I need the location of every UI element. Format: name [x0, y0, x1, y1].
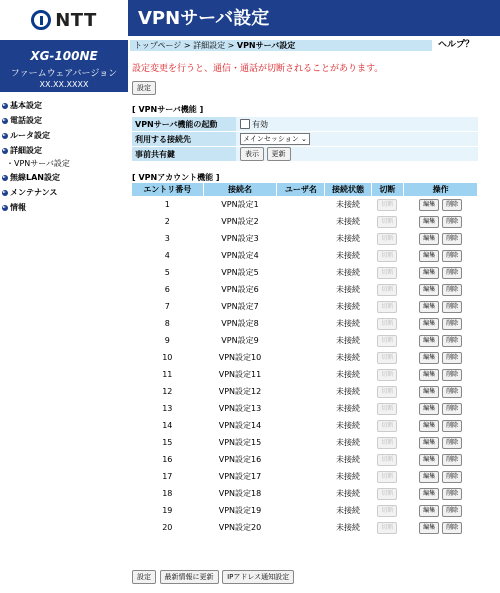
entry-number: 19: [132, 502, 204, 519]
connection-name: VPN設定12: [204, 383, 278, 400]
nav-arrow-icon: [2, 133, 8, 139]
nav-label: ルータ設定: [10, 131, 50, 140]
update-psk-button[interactable]: 更新: [267, 147, 291, 161]
entry-number: 15: [132, 434, 204, 451]
disconnect-cell: [372, 298, 405, 315]
actions-cell: [404, 315, 478, 332]
user-name: [277, 281, 325, 298]
col-header-actions: 操作: [404, 183, 478, 196]
disconnect-cell: [372, 315, 405, 332]
connection-select-value: メインセッション: [243, 135, 299, 143]
disconnect-button[interactable]: 切断: [377, 437, 397, 449]
connection-status: 未接続: [325, 281, 371, 298]
actions-cell: [404, 213, 478, 230]
ip-notify-button[interactable]: IPアドレス通知設定: [222, 570, 294, 584]
disconnect-button[interactable]: 切断: [377, 471, 397, 483]
logo-text: NTT: [55, 9, 97, 31]
connection-status: 未接続: [325, 315, 371, 332]
disconnect-cell: [372, 366, 405, 383]
nav-label: メンテナンス: [10, 188, 58, 197]
table-row: [132, 468, 478, 485]
entry-number: 17: [132, 468, 204, 485]
edit-button[interactable]: 編集: [419, 454, 439, 466]
user-name: [277, 264, 325, 281]
table-row: [132, 400, 478, 417]
disconnect-cell: [372, 468, 405, 485]
entry-number: 10: [132, 349, 204, 366]
table-row: [132, 434, 478, 451]
disconnect-cell: [372, 434, 405, 451]
delete-button[interactable]: 削除: [442, 403, 462, 415]
user-name: [277, 468, 325, 485]
connection-name: VPN設定20: [204, 519, 278, 536]
col-header-name: 接続名: [204, 183, 278, 196]
connection-status: 未接続: [325, 264, 371, 281]
edit-button[interactable]: 編集: [419, 318, 439, 330]
nav-item-phone[interactable]: [0, 113, 128, 128]
nav-arrow-icon: [2, 175, 8, 181]
user-name: [277, 417, 325, 434]
table-row: [132, 366, 478, 383]
page-title: VPNサーバ設定: [138, 8, 270, 29]
connection-name: VPN設定19: [204, 502, 278, 519]
actions-cell: [404, 349, 478, 366]
table-row: [132, 213, 478, 230]
edit-button[interactable]: 編集: [419, 233, 439, 245]
connection-status: 未接続: [325, 298, 371, 315]
breadcrumb: [130, 40, 432, 51]
table-row: [132, 451, 478, 468]
breadcrumb-current: VPNサーバ設定: [236, 41, 296, 50]
actions-cell: [404, 264, 478, 281]
vpn-account-table: [132, 183, 478, 536]
connection-name: VPN設定4: [204, 247, 278, 264]
actions-cell: [404, 400, 478, 417]
user-name: [277, 349, 325, 366]
connection-status: 未接続: [325, 400, 371, 417]
disconnect-button[interactable]: 切断: [377, 199, 397, 211]
nav-item-maintenance[interactable]: [0, 185, 128, 200]
table-row: [132, 281, 478, 298]
connection-name: VPN設定14: [204, 417, 278, 434]
disconnect-button[interactable]: 切断: [377, 403, 397, 415]
disconnect-cell: [372, 400, 405, 417]
col-header-entry: エントリ番号: [132, 183, 204, 196]
nav-subitem-vpn-server[interactable]: ・VPNサーバ設定: [6, 159, 70, 168]
table-row: [132, 230, 478, 247]
help-link[interactable]: ヘルプ？: [434, 40, 478, 51]
connection-status: 未接続: [325, 485, 371, 502]
disconnect-cell: [372, 332, 405, 349]
edit-button[interactable]: 編集: [419, 216, 439, 228]
nav-label: 情報: [10, 203, 26, 212]
firmware-version: XX.XX.XXXX: [39, 80, 89, 89]
entry-number: 1: [132, 196, 204, 213]
connection-status: 未接続: [325, 417, 371, 434]
edit-button[interactable]: 編集: [419, 352, 439, 364]
connection-name: VPN設定6: [204, 281, 278, 298]
disconnect-button[interactable]: 切断: [377, 522, 397, 534]
table-row: [132, 502, 478, 519]
connection-status: 未接続: [325, 434, 371, 451]
disconnect-button[interactable]: 切断: [377, 284, 397, 296]
connection-status: 未接続: [325, 349, 371, 366]
edit-button[interactable]: 編集: [419, 301, 439, 313]
delete-button[interactable]: 削除: [442, 301, 462, 313]
disconnect-cell: [372, 196, 405, 213]
connection-name: VPN設定13: [204, 400, 278, 417]
disconnect-button[interactable]: 切断: [377, 352, 397, 364]
vpn-function-table: [132, 117, 478, 162]
disconnect-button[interactable]: 切断: [377, 335, 397, 347]
ntt-logo: [0, 0, 128, 40]
page-header: [128, 0, 500, 36]
disconnect-cell: [372, 417, 405, 434]
delete-button[interactable]: 削除: [442, 454, 462, 466]
delete-button[interactable]: 削除: [442, 369, 462, 381]
breadcrumb-sep: >: [181, 41, 194, 50]
disconnect-cell: [372, 383, 405, 400]
connection-status: 未接続: [325, 502, 371, 519]
connection-status: 未接続: [325, 468, 371, 485]
model-info: [0, 40, 128, 92]
enable-label: VPNサーバ機能の起動: [132, 117, 236, 132]
refresh-button[interactable]: 最新情報に更新: [160, 570, 219, 584]
edit-button[interactable]: 編集: [419, 199, 439, 211]
nav-label: 電話設定: [10, 116, 42, 125]
actions-cell: [404, 502, 478, 519]
nav-item-info[interactable]: [0, 200, 128, 215]
actions-cell: [404, 196, 478, 213]
actions-cell: [404, 230, 478, 247]
table-row: [132, 247, 478, 264]
nav-item-wireless[interactable]: [0, 170, 128, 185]
user-name: [277, 502, 325, 519]
connection-select[interactable]: [240, 133, 310, 145]
disconnect-button[interactable]: 切断: [377, 505, 397, 517]
actions-cell: [404, 281, 478, 298]
nav-arrow-icon: [2, 103, 8, 109]
actions-cell: [404, 519, 478, 536]
actions-cell: [404, 247, 478, 264]
entry-number: 9: [132, 332, 204, 349]
user-name: [277, 434, 325, 451]
actions-cell: [404, 366, 478, 383]
psk-label: 事前共有鍵: [132, 147, 236, 162]
table-row: [132, 264, 478, 281]
entry-number: 2: [132, 213, 204, 230]
actions-cell: [404, 383, 478, 400]
entry-number: 4: [132, 247, 204, 264]
delete-button[interactable]: 削除: [442, 335, 462, 347]
nav-item-advanced[interactable]: [0, 143, 128, 158]
delete-button[interactable]: 削除: [442, 488, 462, 500]
nav-arrow-icon: [2, 118, 8, 124]
delete-button[interactable]: 削除: [442, 267, 462, 279]
disconnect-cell: [372, 519, 405, 536]
table-row: [132, 315, 478, 332]
enable-checkbox[interactable]: [240, 119, 250, 129]
delete-button[interactable]: 削除: [442, 437, 462, 449]
disconnect-button[interactable]: 切断: [377, 369, 397, 381]
actions-cell: [404, 298, 478, 315]
table-row: [132, 332, 478, 349]
chevron-down-icon: ⌄: [300, 135, 307, 143]
connection-status: 未接続: [325, 196, 371, 213]
connection-label: 利用する接続先: [132, 132, 236, 147]
actions-cell: [404, 332, 478, 349]
entry-number: 16: [132, 451, 204, 468]
col-header-status: 接続状態: [325, 183, 371, 196]
entry-number: 20: [132, 519, 204, 536]
connection-name: VPN設定9: [204, 332, 278, 349]
vpn-function-section-title: [ VPNサーバ機能 ]: [132, 105, 204, 114]
disconnect-cell: [372, 247, 405, 264]
entry-number: 12: [132, 383, 204, 400]
disconnect-button[interactable]: 切断: [377, 301, 397, 313]
edit-button[interactable]: 編集: [419, 488, 439, 500]
nav-arrow-icon: [2, 148, 8, 154]
edit-button[interactable]: 編集: [419, 437, 439, 449]
disconnect-button[interactable]: 切断: [377, 488, 397, 500]
table-row: [132, 485, 478, 502]
edit-button[interactable]: 編集: [419, 284, 439, 296]
firmware-label: ファームウェアバージョン: [10, 69, 118, 79]
breadcrumb-top[interactable]: トップページ: [134, 41, 182, 50]
disconnect-cell: [372, 485, 405, 502]
edit-button[interactable]: 編集: [419, 250, 439, 262]
disconnect-button[interactable]: 切断: [377, 386, 397, 398]
actions-cell: [404, 485, 478, 502]
ntt-logo-icon: [31, 10, 51, 30]
connection-status: 未接続: [325, 519, 371, 536]
entry-number: 3: [132, 230, 204, 247]
user-name: [277, 400, 325, 417]
connection-status: 未接続: [325, 451, 371, 468]
user-name: [277, 451, 325, 468]
user-name: [277, 298, 325, 315]
edit-button[interactable]: 編集: [419, 420, 439, 432]
connection-name: VPN設定10: [204, 349, 278, 366]
edit-button[interactable]: 編集: [419, 471, 439, 483]
disconnect-button[interactable]: 切断: [377, 233, 397, 245]
disconnect-cell: [372, 281, 405, 298]
breadcrumb-parent[interactable]: 詳細設定: [193, 41, 226, 50]
delete-button[interactable]: 削除: [442, 505, 462, 517]
user-name: [277, 332, 325, 349]
disconnect-cell: [372, 502, 405, 519]
entry-number: 14: [132, 417, 204, 434]
edit-button[interactable]: 編集: [419, 522, 439, 534]
set-button-bottom[interactable]: 設定: [132, 570, 156, 584]
disconnect-cell: [372, 213, 405, 230]
breadcrumb-sep: >: [225, 41, 237, 50]
nav-label: 基本設定: [10, 101, 42, 110]
actions-cell: [404, 434, 478, 451]
entry-number: 5: [132, 264, 204, 281]
user-name: [277, 485, 325, 502]
user-name: [277, 519, 325, 536]
nav-item-basic[interactable]: [0, 98, 128, 113]
user-name: [277, 213, 325, 230]
entry-number: 18: [132, 485, 204, 502]
delete-button[interactable]: 削除: [442, 352, 462, 364]
connection-name: VPN設定8: [204, 315, 278, 332]
sidebar: [0, 0, 128, 593]
disconnect-cell: [372, 264, 405, 281]
connection-status: 未接続: [325, 230, 371, 247]
model-name: XG-100NE: [30, 49, 98, 63]
user-name: [277, 230, 325, 247]
connection-name: VPN設定11: [204, 366, 278, 383]
connection-name: VPN設定16: [204, 451, 278, 468]
nav-label: 詳細設定: [10, 146, 42, 155]
delete-button[interactable]: 削除: [442, 522, 462, 534]
edit-button[interactable]: 編集: [419, 386, 439, 398]
disconnect-button[interactable]: 切断: [377, 420, 397, 432]
table-row: [132, 383, 478, 400]
edit-button[interactable]: 編集: [419, 267, 439, 279]
actions-cell: [404, 468, 478, 485]
connection-name: VPN設定2: [204, 213, 278, 230]
connection-name: VPN設定17: [204, 468, 278, 485]
edit-button[interactable]: 編集: [419, 369, 439, 381]
nav-item-router[interactable]: [0, 128, 128, 143]
table-row: [132, 298, 478, 315]
enable-checkbox-label: 有効: [252, 119, 268, 129]
disconnect-button[interactable]: 切断: [377, 250, 397, 262]
nav-arrow-icon: [2, 205, 8, 211]
edit-button[interactable]: 編集: [419, 505, 439, 517]
set-button-top[interactable]: 設定: [132, 81, 156, 95]
connection-status: 未接続: [325, 332, 371, 349]
delete-button[interactable]: 削除: [442, 318, 462, 330]
warning-text: 設定変更を行うと、通信・通話が切断されることがあります。: [132, 64, 384, 74]
show-psk-button[interactable]: 表示: [240, 147, 264, 161]
disconnect-cell: [372, 230, 405, 247]
user-name: [277, 196, 325, 213]
table-row: [132, 196, 478, 213]
table-row: [132, 349, 478, 366]
edit-button[interactable]: 編集: [419, 335, 439, 347]
side-nav: [0, 98, 128, 215]
col-header-disconnect: 切断: [372, 183, 405, 196]
delete-button[interactable]: 削除: [442, 216, 462, 228]
entry-number: 11: [132, 366, 204, 383]
actions-cell: [404, 451, 478, 468]
entry-number: 6: [132, 281, 204, 298]
connection-name: VPN設定7: [204, 298, 278, 315]
connection-status: 未接続: [325, 213, 371, 230]
connection-name: VPN設定15: [204, 434, 278, 451]
connection-status: 未接続: [325, 383, 371, 400]
entry-number: 8: [132, 315, 204, 332]
disconnect-cell: [372, 349, 405, 366]
disconnect-button[interactable]: 切断: [377, 318, 397, 330]
delete-button[interactable]: 削除: [442, 250, 462, 262]
actions-cell: [404, 417, 478, 434]
delete-button[interactable]: 削除: [442, 471, 462, 483]
nav-label: 無線LAN設定: [10, 173, 60, 182]
nav-arrow-icon: [2, 190, 8, 196]
user-name: [277, 247, 325, 264]
connection-status: 未接続: [325, 366, 371, 383]
connection-name: VPN設定1: [204, 196, 278, 213]
table-row: [132, 519, 478, 536]
table-row: [132, 417, 478, 434]
delete-button[interactable]: 削除: [442, 386, 462, 398]
connection-status: 未接続: [325, 247, 371, 264]
delete-button[interactable]: 削除: [442, 199, 462, 211]
user-name: [277, 315, 325, 332]
user-name: [277, 383, 325, 400]
disconnect-button[interactable]: 切断: [377, 267, 397, 279]
connection-name: VPN設定18: [204, 485, 278, 502]
delete-button[interactable]: 削除: [442, 233, 462, 245]
vpn-account-section-title: [ VPNアカウント機能 ]: [132, 173, 220, 182]
disconnect-button[interactable]: 切断: [377, 216, 397, 228]
connection-name: VPN設定5: [204, 264, 278, 281]
disconnect-button[interactable]: 切断: [377, 454, 397, 466]
connection-name: VPN設定3: [204, 230, 278, 247]
delete-button[interactable]: 削除: [442, 420, 462, 432]
disconnect-cell: [372, 451, 405, 468]
entry-number: 7: [132, 298, 204, 315]
edit-button[interactable]: 編集: [419, 403, 439, 415]
col-header-user: ユーザ名: [277, 183, 325, 196]
user-name: [277, 366, 325, 383]
delete-button[interactable]: 削除: [442, 284, 462, 296]
entry-number: 13: [132, 400, 204, 417]
